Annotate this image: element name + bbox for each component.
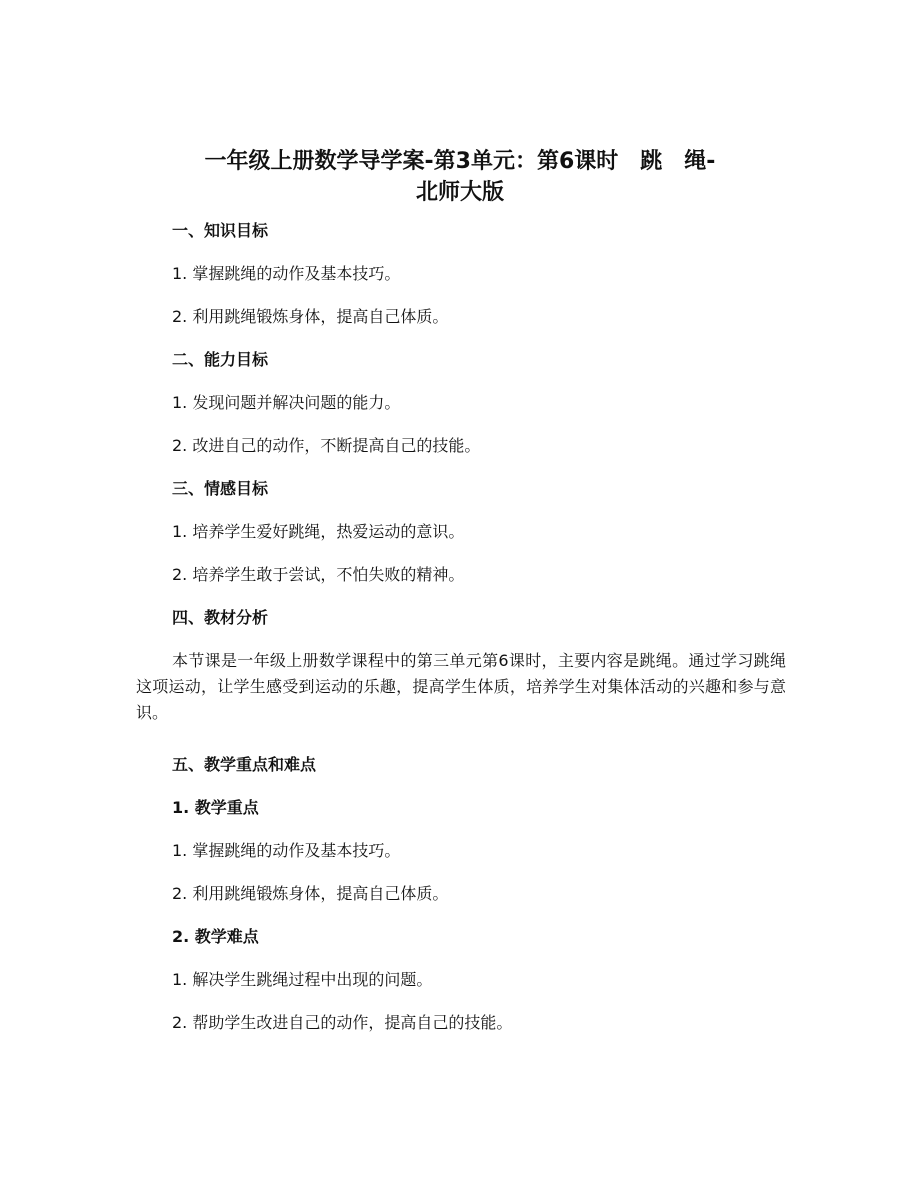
section-heading-knowledge-goals: 一、知识目标: [172, 221, 269, 240]
ability-goal-item-1: 1. 发现问题并解决问题的能力。: [172, 393, 401, 412]
subsection-heading-teaching-focus: 1. 教学重点: [172, 798, 259, 817]
teaching-focus-item-1: 1. 掌握跳绳的动作及基本技巧。: [172, 841, 401, 860]
document-title-line-2: 北师大版: [415, 180, 504, 205]
knowledge-goal-item-2: 2. 利用跳绳锻炼身体，提高自己体质。: [172, 307, 449, 326]
section-heading-material-analysis: 四、教材分析: [172, 608, 269, 627]
emotional-goal-item-1: 1. 培养学生爱好跳绳，热爱运动的意识。: [172, 522, 465, 541]
knowledge-goal-item-1: 1. 掌握跳绳的动作及基本技巧。: [172, 264, 401, 283]
teaching-focus-item-2: 2. 利用跳绳锻炼身体，提高自己体质。: [172, 884, 449, 903]
section-heading-key-points: 五、教学重点和难点: [172, 755, 317, 774]
teaching-difficulty-item-1: 1. 解决学生跳绳过程中出现的问题。: [172, 970, 433, 989]
document-title-line-1: 一年级上册数学导学案-第3单元：第6课时 跳 绳-: [204, 149, 716, 174]
teaching-difficulty-item-2: 2. 帮助学生改进自己的动作，提高自己的技能。: [172, 1013, 513, 1032]
emotional-goal-item-2: 2. 培养学生敢于尝试，不怕失败的精神。: [172, 565, 465, 584]
section-heading-ability-goals: 二、能力目标: [172, 350, 269, 369]
section-heading-emotional-goals: 三、情感目标: [172, 479, 269, 498]
ability-goal-item-2: 2. 改进自己的动作，不断提高自己的技能。: [172, 436, 481, 455]
subsection-heading-teaching-difficulty: 2. 教学难点: [172, 927, 259, 946]
material-analysis-paragraph: 本节课是一年级上册数学课程中的第三单元第6课时，主要内容是跳绳。通过学习跳绳这项运动，让学生感受到运动的乐趣，提高学生体质，培养学生对集体活动的兴趣和参与意识。: [136, 651, 786, 722]
